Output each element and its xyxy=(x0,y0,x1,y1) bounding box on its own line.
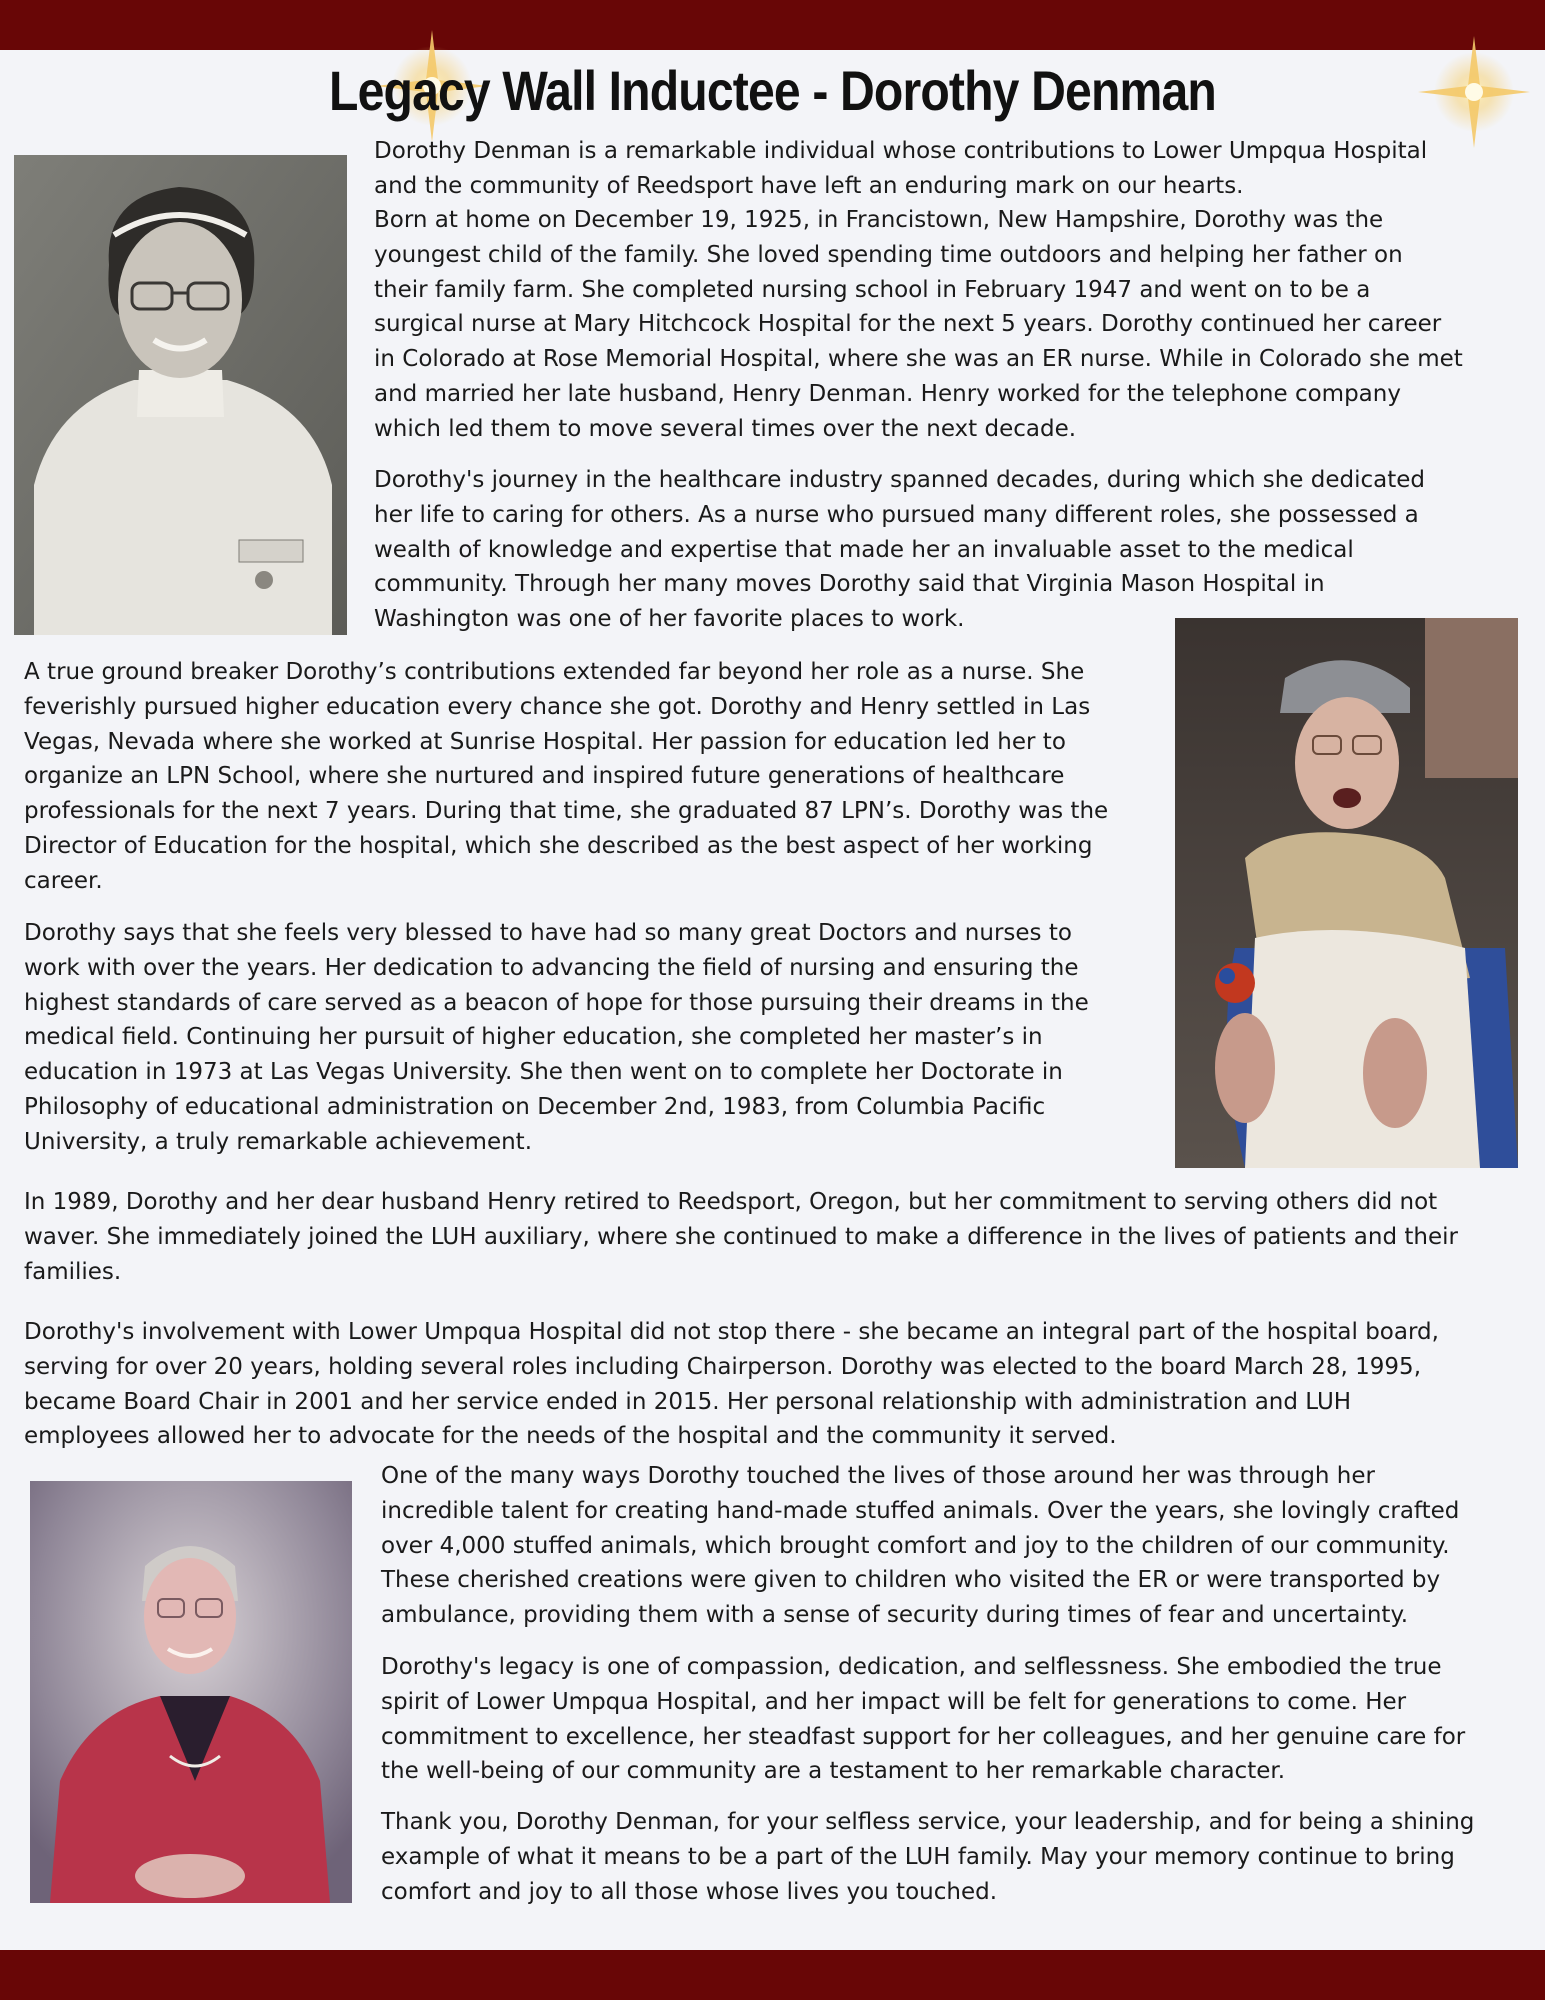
paragraph: In 1989, Dorothy and her dear husband Henry retired to Reedsport, Oregon, but her commitment to serving others did not waver. She immediately joined the LUH auxiliary, where she continued to make a difference in the lives of patients and their families. xyxy=(24,1189,1458,1285)
paragraph: Dorothy's involvement with Lower Umpqua Hospital did not stop there - she became an integral part of the hospital board, serving for over 20 years, holding several roles including Chairperson. Dorothy was elected to the board March 28, 1995, became Board Chair in 2001 and her service ended in 2015. Her personal relationship with administration and LUH employees allowed her to advocate for the needs of the hospital and the community it served. xyxy=(24,1319,1439,1450)
recent-dorothy-wheelchair-photo xyxy=(1175,618,1518,1168)
young-dorothy-nurse-photo xyxy=(14,155,347,635)
page-title: Legacy Wall Inductee - Dorothy Denman xyxy=(329,59,1216,122)
paragraph: A true ground breaker Dorothy’s contributions extended far beyond her role as a nurse. She feverishly pursued higher education every chance she got. Dorothy and Henry settled in Las Vegas, Nevada where she worked at Sunrise Hospital. Her passion for education led her to organize an LPN School, where she nurtured and inspired future generations of healthcare professionals for the next 7 years. During that time, she graduated 87 LPN’s. Dorothy was the Director of Education for the hospital, which she described as the best aspect of her working career. xyxy=(24,659,1109,894)
paragraph: Born at home on December 19, 1925, in Francistown, New Hampshire, Dorothy was the youngest child of the family. She loved spending time outdoors and helping her father on their family farm. She completed nursing school in February 1947 and went on to be a surgical nurse at Mary Hitchcock Hospital for the next 5 years. Dorothy continued her career in Colorado at Rose Memorial Hospital, where she was an ER nurse. While in Colorado she met and married her late husband, Henry Denman. Henry worked for the telephone company which led them to move several times over the next decade. xyxy=(374,207,1463,442)
paragraph: Dorothy's journey in the healthcare industry spanned decades, during which she dedicated her life to caring for others. As a nurse who pursued many different roles, she possessed a wealth of knowledge and expertise that made her an invaluable asset to the medical community. Through her many moves Dorothy said that Virginia Mason Hospital in Washington was one of her favorite places to work. xyxy=(374,467,1426,633)
paragraph: Dorothy says that she feels very blessed to have had so many great Doctors and nurses to work with over the years. Her dedication to advancing the field of nursing and ensuring the highest standards of care served as a beacon of hope for those pursuing their dreams in the medical field. Continuing her pursuit of higher education, she completed her master’s in education in 1973 at Las Vegas University. She then went on to complete her Doctorate in Philosophy of educational administration on December 2nd, 1983, from Columbia Pacific University, a truly remarkable achievement. xyxy=(24,920,1089,1155)
paragraph: Thank you, Dorothy Denman, for your selfless service, your leadership, and for being a shining example of what it means to be a part of the LUH family. May your memory continue to bring comfort and joy to all those whose lives you touched. xyxy=(381,1809,1475,1905)
paragraph: Dorothy's legacy is one of compassion, dedication, and selflessness. She embodied the true spirit of Lower Umpqua Hospital, and her impact will be felt for generations to come. Her commitment to excellence, her steadfast support for her colleagues, and her genuine care for the well-being of our community are a testament to her remarkable character. xyxy=(381,1654,1466,1785)
paragraph: Dorothy Denman is a remarkable individual whose contributions to Lower Umpqua Hospital and the community of Reedsport have left an enduring mark on our hearts. xyxy=(374,138,1428,199)
bottom-banner xyxy=(0,1950,1545,2000)
dorothy-red-blazer-photo xyxy=(30,1481,352,1903)
top-banner xyxy=(0,0,1545,50)
paragraph: One of the many ways Dorothy touched the lives of those around her was through her incredible talent for creating hand-made stuffed animals. Over the years, she lovingly crafted over 4,000 stuffed animals, which brought comfort and joy to the children of our community. These cherished creations were given to children who visited the ER or were transported by ambulance, providing them with a sense of security during times of fear and uncertainty. xyxy=(381,1463,1460,1629)
